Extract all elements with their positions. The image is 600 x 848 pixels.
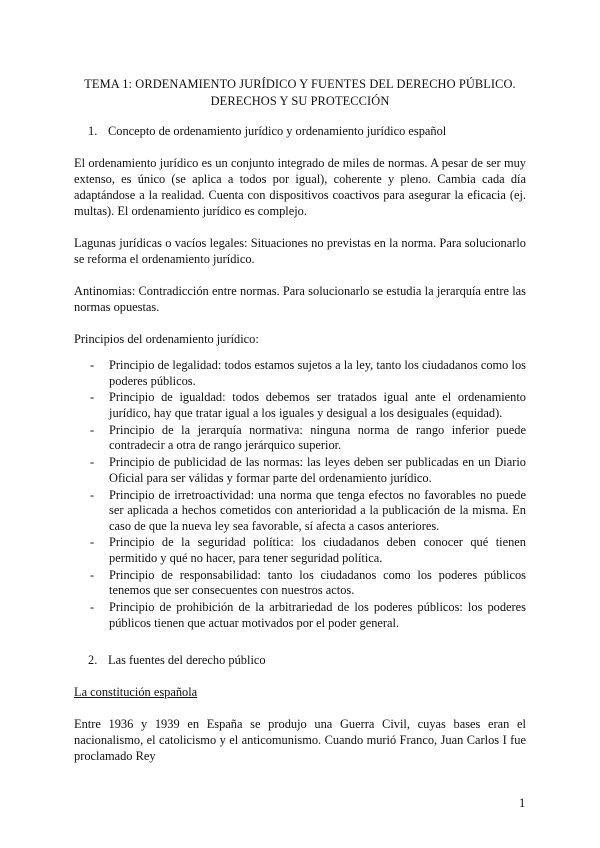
section-2-heading xyxy=(88,652,266,668)
list-item: - Principio de prohibición de la arbitrariedad de los poderes públicos: los poderes públicos tienen que actuar motivados por el poder general. xyxy=(90,600,526,630)
bullet-dash: - xyxy=(90,358,95,372)
list-item: - Principio de responsabilidad: tanto los ciudadanos como los poderes públicos tenemos que ser consecuentes con nuestros actos. xyxy=(90,567,526,598)
paragraph-principios-intro: Principios del ordenamiento jurídico: xyxy=(74,332,259,346)
bullet-dash: - xyxy=(90,422,95,437)
bullet-dash: - xyxy=(90,567,95,582)
bullet-dash: - xyxy=(90,455,95,470)
bullet-dash: - xyxy=(90,600,95,615)
bullet-dash: - xyxy=(90,535,95,550)
document-title xyxy=(60,76,540,110)
title-line-1: TEMA 1: ORDENAMIENTO JURÍDICO Y FUENTES DEL DERECHO PÚBLICO. xyxy=(84,77,516,91)
section-1-heading xyxy=(88,123,446,139)
list-item: - Principio de legalidad: todos estamos sujetos a la ley, tanto los ciudadanos como los poderes públicos. xyxy=(90,358,526,388)
list-item: - Principio de la jerarquía normativa: ninguna norma de rango inferior puede contradecir a otra de rango jerárquico superior. xyxy=(90,422,526,453)
bullet-dash: - xyxy=(90,487,95,502)
section-2-number: 2. xyxy=(88,653,98,667)
section-2-title: Las fuentes del derecho público xyxy=(108,653,266,667)
list-item: - Principio de la seguridad política: los ciudadanos deben conocer qué tienen permitido y qué no hacer, para tener seguridad política. xyxy=(90,535,526,566)
page-number: 1 xyxy=(519,796,526,810)
bullet-dash: - xyxy=(90,390,95,405)
list-item: - Principio de irretroactividad: una norma que tenga efectos no favorables no puede ser aplicada a hechos cometidos con anterioridad a la publicación de la misma. En caso de que la nueva ley sea favorable, sí afecta a casos anteriores. xyxy=(90,487,526,533)
paragraph-ordenamiento: El ordenamiento jurídico es un conjunto integrado de miles de normas. A pesar de ser muy extenso, es único (se aplica a todos por igual), coherente y pleno. Cambia cada día adaptándose a la realidad. Cuenta con dispositivos coactivos para asegurar la eficacia (ej. multas). El ordenamiento jurídico es complejo. xyxy=(74,156,526,218)
list-item: - Principio de igualdad: todos debemos ser tratados igual ante el ordenamiento jurídico, hay que tratar igual a los iguales y desigual a los desiguales (equidad). xyxy=(90,390,526,420)
title-line-2: DERECHOS Y SU PROTECCIÓN xyxy=(210,94,390,108)
section-1-number: 1. xyxy=(88,124,98,138)
principles-list xyxy=(74,358,526,633)
list-item: - Principio de publicidad de las normas: las leyes deben ser publicadas en un Diario Oficial para ser válidas y formar parte del ordenamiento jurídico. xyxy=(90,455,526,485)
paragraph-constitucion: Entre 1936 y 1939 en España se produjo una Guerra Civil, cuyas bases eran el nacionalismo, el catolicismo y el anticomunismo. Cuando murió Franco, Juan Carlos I fue proclamado Rey xyxy=(74,717,526,763)
paragraph-antinomias: Antinomias: Contradicción entre normas. Para solucionarlo se estudia la jerarquía entre las normas opuestas. xyxy=(74,284,526,314)
subsection-heading: La constitución española xyxy=(74,685,198,699)
section-1-title: Concepto de ordenamiento jurídico y ordenamiento jurídico español xyxy=(108,124,447,138)
paragraph-lagunas: Lagunas jurídicas o vacíos legales: Situaciones no previstas en la norma. Para solucionarlo se reforma el ordenamiento jurídico. xyxy=(74,236,526,266)
